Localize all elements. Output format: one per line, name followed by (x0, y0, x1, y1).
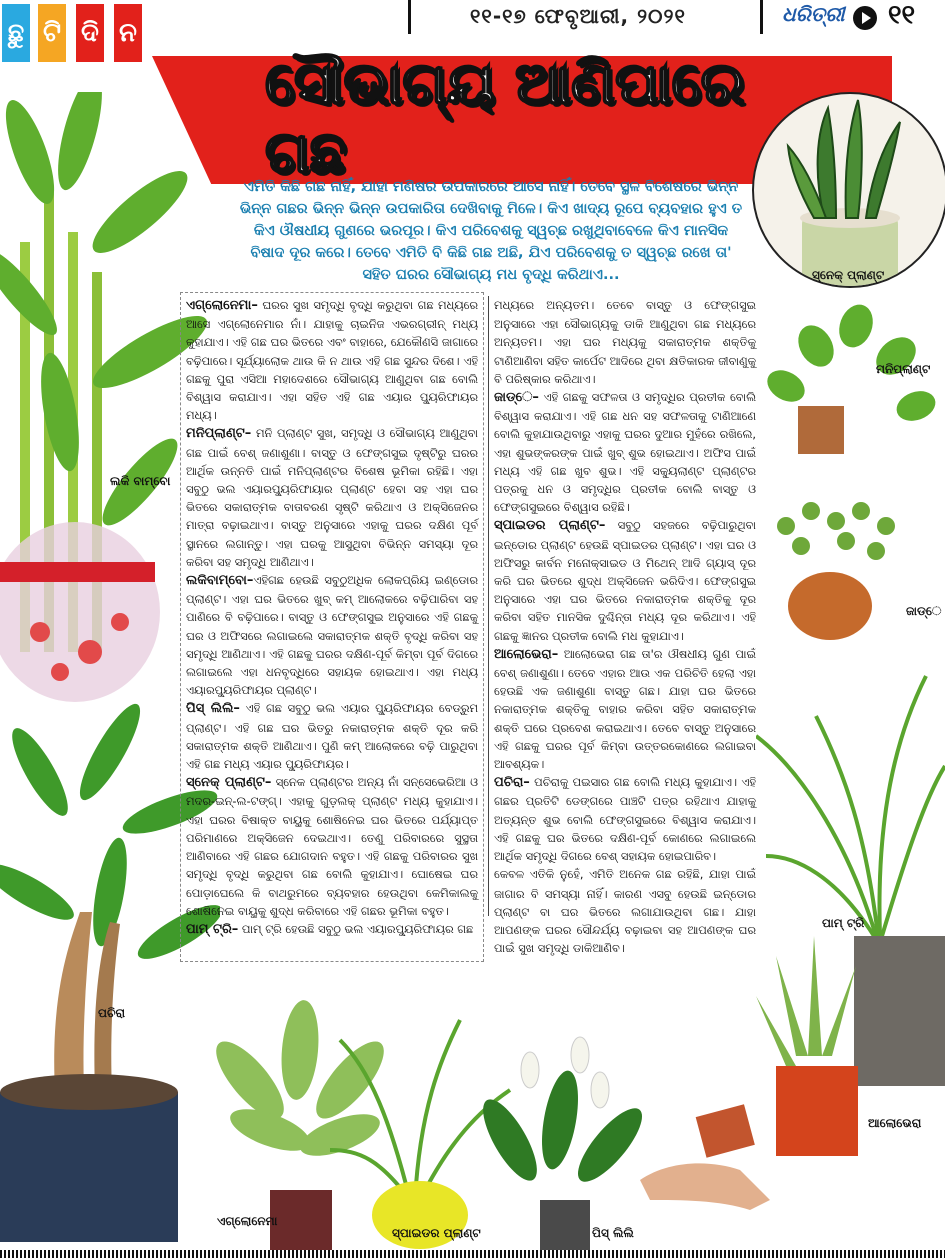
paragraph-snake-plant (186, 773, 478, 920)
issue-date: ୧୧-୧୭ ଫେବୃଆରୀ, ୨୦୨୧ (470, 4, 686, 28)
keyword: ଆଲୋଭେରା– (494, 646, 559, 662)
keyword: ମନିପ୍ଲାଣ୍ଟ– (186, 426, 252, 442)
paragraph-aglaonema (186, 296, 478, 424)
palm-label: ପାମ୍ ଟ୍ରି (822, 916, 865, 930)
keyword: ସ୍ନେକ୍ ପ୍ଲାଣ୍ଟ– (186, 775, 272, 791)
bottom-plants-illustration (210, 960, 770, 1250)
paragraph-palm (186, 920, 478, 939)
section-letter: ଟି (38, 4, 66, 62)
paragraph-text: ମଧ୍ୟରେ ଅନ୍ୟତମ। ତେବେ ବାସ୍ତୁ ଓ ଫେଙ୍ଗସୁଇ ଅନୁସାରେ ଏହା ସୌଭାଗ୍ୟକୁ ଡାକି ଆଣୁଥିବା ଗଛ ମଧ୍ୟରେ ଅନ୍ୟତମ। ଏହା ଘର ମଧ୍ୟକୁ ସକାରାତ୍ମକ ଶକ୍ତିକୁ ଟାଣିଆଣିବା ସହିତ କାର୍ପେଟ ଆଦିରେ ଥିବା କ୍ଷତିକାରକ ଜୀବାଣୁକୁ ବି ପରିଷ୍କାର କରିଥାଏ। (494, 298, 756, 386)
snake-plant-label: ସ୍ନେକ୍ ପ୍ଲାଣ୍ଟ (812, 268, 885, 282)
left-column (186, 296, 478, 939)
pachira-label: ପଚିରା (98, 1006, 126, 1020)
peace-lily-label: ପିସ୍ ଲିଲି (592, 1226, 634, 1240)
paragraph-money-plant (186, 424, 478, 571)
section-letter: ଦି (76, 4, 104, 62)
right-plants-illustration (756, 296, 945, 1156)
brand-logo: ଧରିତ୍ରୀ (782, 2, 845, 26)
aglaonema-label: ଏଗ୍ଲୋନେମା (217, 1214, 278, 1228)
paragraph-aloe (494, 645, 756, 773)
intro-text: ଏମିତି କିଛି ଗଛ ନାହିଁ, ଯାହା ମଣିଷର ଉପକାରରେ ଆସେ ନାହିଁ। ତେବେ ସ୍ଥଳ ବିଶେଷରେ ଭିନ୍ନ ଭିନ୍ନ ଗଛର ଭିନ୍ନ ଭିନ୍ନ ଉପକାରିତା ଦେଖିବାକୁ ମିଳେ। କିଏ ଖାଦ୍ୟ ରୂପେ ବ୍ୟବହାର ହୁଏ ତ କିଏ ଔଷଧୀୟ ଗୁଣରେ ଭରପୂର। କିଏ ପରିବେଶକୁ ସ୍ୱଚ୍ଛ ରଖୁଥିବାବେଳେ କିଏ ମାନସିକ ବିଷାଦ ଦୂର କରେ। ତେବେ ଏମିତି ବି କିଛି ଗଛ ଅଛି, ଯିଏ ପରିବେଶକୁ ତ ସ୍ୱଚ୍ଛ ରଖେ ତା' ସହିତ ଘରର ସୌଭାଗ୍ୟ ମଧ ବୃଦ୍ଧି କରିଥାଏ... (239, 179, 743, 283)
keyword: ଏଗ୍ଲୋନେମା– (186, 298, 258, 313)
paragraph-text: ଆଲୋଭେରା ଗଛ ତା'ର ଔଷଧୀୟ ଗୁଣ ପାଇଁ ବେଶ୍ ଜଣାଶୁଣା। ତେବେ ଏହାର ଆଉ ଏକ ପରିଚିତି ହେଲା ଏହା ହେଉଛି ଏକ ଜଣାଶୁଣା ବାସ୍ତୁ ଗଛ। ଯାହା ଘର ଭିତରେ ନକାରାତ୍ମକ ଶକ୍ତିକୁ ବାହାର କରିବା ସହିତ ସକାରାତ୍ମକ ଶକ୍ତି ଘରେ ପ୍ରବେଶ କରାଇଥାଏ। ତେବେ ବାସ୍ତୁ ଅନୁସାରେ ଏହି ଗଛକୁ ଘରର ପୂର୍ବ କିମ୍ବା ଉତ୍ତରକୋଣରେ ଲଗାଇବା ଆବଶ୍ୟକ। (494, 646, 756, 772)
money-plant-label: ମନିପ୍ଲାଣ୍ଟ (876, 362, 931, 376)
paragraph-pachira (494, 773, 756, 865)
jade-label: ଜାଡ୍େ (906, 604, 942, 618)
paragraph-conclusion (494, 865, 756, 957)
lucky-bamboo-label: ଲକି ବାମ୍ବୋ (110, 474, 171, 488)
keyword: ପଚିରା– (494, 775, 530, 791)
column-divider (488, 296, 489, 916)
bottom-border (0, 1250, 945, 1258)
paragraph-text: ଏହି ଗଛ ସବୁଠୁ ଭଲ ଏୟାର ପ୍ୟୁରିଫାୟର ବେଡ୍ରୁମ ପ୍ଲାଣ୍ଟ। ଏହି ଗଛ ଘର ଭିତରୁ ନକାରାତ୍ମକ ଶକ୍ତି ଦୂର କରି ସକାରାତ୍ମକ ଶକ୍ତି ଆଣିଥାଏ। ପୁଣି କମ୍ ଆଲୋକରେ ବଢ଼ି ପାରୁଥିବା ଏହି ଗଛ ମଧ୍ୟ ଏୟାର ପ୍ୟୁରିଫାୟର। (186, 701, 478, 772)
snake-plant-icon (754, 94, 945, 286)
paragraph-text: ମନି ପ୍ଲାଣ୍ଟ ସୁଖ, ସମୃଦ୍ଧି ଓ ସୌଭାଗ୍ୟ ଆଣୁଥିବା ଗଛ ପାଇଁ ବେଶ୍ ଜଣାଶୁଣା। ବାସ୍ତୁ ଓ ଫେଙ୍ଗସୁଇ ଦୃଷ୍ଟିରୁ ଘରର ଆର୍ଥିକ ଉନ୍ନତି ପାଇଁ ମନିପ୍ଲାଣ୍ଟର ବିଶେଷ ଭୂମିକା ରହିଛି। ଏହା ସବୁଠୁ ଭଲ ଏୟାରପ୍ୟୁରିଫାୟାର ପ୍ଲାଣ୍ଟ ହେବା ସହ ଏହା ଘର ଭିତରେ ସକାରାତ୍ମକ ବାତାବରଣ ସୃଷ୍ଟି କରିଥାଏ ଓ ଅକ୍ସିଜେନର ମାତ୍ରା ବଢ଼ାଇଥାଏ। ବାସ୍ତୁ ଅନୁସାରେ ଏହାକୁ ଘରର ଦକ୍ଷିଣ ପୂର୍ବ ସ୍ଥାନରେ ଲଗାନ୍ତୁ। ଏହା ଘରକୁ ଆସୁଥିବା ବିଭିନ୍ନ ସମସ୍ୟା ଦୂର କରିବା ସହ ସମୃଦ୍ଧି ଆଣିଥାଏ। (186, 426, 478, 569)
spider-plant-label: ସ୍ପାଇଡର ପ୍ଲାଣ୍ଟ (392, 1226, 481, 1240)
right-column (494, 296, 756, 957)
paragraph-text: ପଚିରାକୁ ପଇସାର ଗଛ ବୋଲି ମଧ୍ୟ କୁହାଯାଏ। ଏହି ଗଛର ପ୍ରତିଟି ଡେଙ୍ଗରେ ପାଞ୍ଚଟି ପତ୍ର ରହିଥାଏ ଯାହାକୁ ଅତ୍ୟନ୍ତ ଶୁଭ ବୋଲି ଫେଙ୍ଗସୁଇରେ ବିଶ୍ୱାସ କରାଯାଏ। ଏହି ଗଛକୁ ଘର ଭିତରେ ଦକ୍ଷିଣ-ପୂର୍ବ କୋଣରେ ଲଗାଇଲେ ଆର୍ଥିକ ସମୃଦ୍ଧି ଦିଗରେ ବେଶ୍ ସହାୟକ ହୋଇପାରିବ। (494, 775, 756, 864)
paragraph-jade (494, 388, 756, 516)
headline: ସୌଭାଗ୍ୟ ଆଣିପାରେ ଗଛ (265, 49, 745, 186)
keyword: ଲକିବାମ୍ବୋ– (186, 573, 254, 589)
paragraph-text: ଏହି ଗଛକୁ ସଫଳତା ଓ ସମୃଦ୍ଧିର ପ୍ରତୀକ ବୋଲି ବିଶ୍ୱାସ କରାଯାଏ। ଏହି ଗଛ ଧନ ସହ ସଫଳତାକୁ ଟାଣିଆଣେ ବୋଲି କୁହାଯାଉଥିବାରୁ ଏହାକୁ ଘରର ଦୁଆର ମୁହଁରେ ରଖିଲେ, ଏହା ଶୁଭଙ୍କରଙ୍କ ପାଇଁ ଖୁବ୍ ଶୁଭ ହୋଇଥାଏ। ଅଫିସ ପାଇଁ ମଧ୍ୟ ଏହି ଗଛ ଖୁବ ଶୁଭ। ଏହି ସକ୍ୟୁଲାଣ୍ଟ ପ୍ଲାଣ୍ଟର ପତ୍ରକୁ ଧନ ଓ ସମୃଦ୍ଧିର ପ୍ରତୀକ ବୋଲି ବାସ୍ତୁ ଓ ଫେଙ୍ଗସୁଇରେ ବିଶ୍ୱାସ ରହିଛି। (494, 390, 756, 515)
paragraph-text: ସ୍ନେକ ପ୍ଲାଣ୍ଟର ଅନ୍ୟ ନାଁ ସନ୍‌ସେଭେରିଆ ଓ ମଦର-ଇନ୍-ଲ-ଟଙ୍ଗ୍। ଏହାକୁ ଗୁଡ଼ଲକ୍ ପ୍ଲାଣ୍ଟ ମଧ୍ୟ କୁହାଯାଏ। ଏହା ଘରର ବିଷାକ୍ତ ବାୟୁକୁ ଶୋଷିନେଇ ଘର ଭିତରେ ପର୍ଯ୍ୟାପ୍ତ ପରିମାଣରେ ଅକ୍ସିଜେନ ଦେଇଥାଏ। ତେଣୁ ପରିବାରରେ ସୁସ୍ଥତା ଆଣିବାରେ ଏହି ଗଛର ଯୋଗଦାନ ବହୁତ। ଏହି ଗଛକୁ ପରିବାରର ସୁଖ ସମୃଦ୍ଧି ବୃଦ୍ଧି କରୁଥିବା ଗଛ ବୋଲି କୁହାଯାଏ। ଘୋଷେଇ ଘର ପୋଡ଼ାଘେଲେ କି ବାଥରୁମରେ ବ୍ୟବହାର ହେଉଥିବା କେମିକାଲକୁ ଶୋଷିନେଇ ବାୟୁକୁ ଶୁଦ୍ଧ କରିବାରେ ଏହି ଗଛର ଭୂମିକା ବହୁତ। (186, 775, 478, 918)
keyword: ପିସ୍ ଲିଲି– (186, 701, 240, 717)
paragraph-peace-lily (186, 699, 478, 773)
aloe-label: ଆଲୋଭେରା (868, 1116, 922, 1130)
page-number: ୧୧ (888, 0, 916, 30)
section-letter: ନ (114, 4, 142, 62)
section-letter: ଛୁ (2, 4, 30, 62)
header-divider (408, 0, 411, 34)
keyword: ଜାଡ୍େ– (494, 390, 539, 406)
paragraph-spider-plant (494, 516, 756, 644)
keyword: ପାମ୍ ଟ୍ରି– (186, 921, 239, 937)
snake-plant-photo (752, 92, 945, 288)
header-divider (760, 0, 763, 34)
paragraph-text: ପାମ୍ ଟ୍ରି ହେଉଛି ସବୁଠୁ ଭଲ ଏୟାରପ୍ୟୁରିଫାୟର ଗଛ (238, 921, 474, 936)
paragraph-palm-cont (494, 296, 756, 388)
paragraph-text: ସବୁଠୁ ସହଜରେ ବଢ଼ିପାରୁଥିବା ଇନ୍‌ଡୋର ପ୍ଲାଣ୍ଟ ହେଉଛି ସ୍ପାଇଡର ପ୍ଲାଣ୍ଟ। ଏହା ଘର ଓ ଅଫିସରୁ କାର୍ବନ ମନୋକ୍ସାଇଡ ଓ ମିଥେନ୍ ଆଦି ଗ୍ୟାସ୍ ଦୂର କରି ଘର ଭିତରେ ଶୁଦ୍ଧ ଅକ୍ସିଜେନ ଭରିଦିଏ। ଫେଙ୍ଗସୁଇ ଅନୁସାରେ ଏହା ଘର ଭିତରେ ନକାରାତ୍ମକ ଶକ୍ତିକୁ ଦୂର କରିବା ସହିତ ମାନସିକ ଦୁଶ୍ଚିନ୍ତା ମଧ୍ୟ ଦୂର କରିଥାଏ। ଏହି ଗଛକୁ ଜ୍ଞାନର ପ୍ରତୀକ ବୋଲି ମଧ କୁହାଯାଏ। (494, 518, 756, 643)
paragraph-text: କେବଳ ଏତିକି ନୁହେଁ, ଏମିତି ଅନେକ ଗଛ ରହିଛି, ଯାହା ପାଇଁ ଜାଗାର ବି ସମସ୍ୟା ନାହିଁ। କାରଣ ଏସବୁ ହେଉଛି ଇନ୍‌ଡୋର ପ୍ଲାଣ୍ଟ ବା ଘର ଭିତରେ ଲଗାଯାଉଥିବା ଗଛ। ଯାହା ଆପଣଙ୍କ ଘରର ସୌନ୍ଦର୍ଯ୍ୟ ବଢ଼ାଇବା ସହ ଆପଣଙ୍କ ଘର ପାଇଁ ସୁଖ ସମୃଦ୍ଧି ଡାକିଆଣିବ। (494, 867, 756, 956)
paragraph-text: ଘରର ସୁଖ ସମୃଦ୍ଧି ବୃଦ୍ଧି କରୁଥିବା ଗଛ ମଧ୍ୟରେ ଆସେ ଏଗ୍ଲୋନେମାର ନାଁ। ଯାହାକୁ ଚାଇନିଜ ଏଭରଗ୍ରୀନ୍ ମଧ୍ୟ କୁହାଯାଏ। ଏହି ଗଛ ଘର ଭିତରେ ଏବଂ ବାହାରେ, ଯେକୌଣସି ଜାଗାରେ ବଢ଼ିପାରେ। ସୂର୍ଯ୍ୟାଲୋକ ଥାଉ କି ନ ଥାଉ ଏହି ଗଛ ସୁନ୍ଦର ଦିଶେ। ଏହି ଗଛକୁ ପୁରା ଏସିଆ ମହାଦେଶରେ ସୌଭାଗ୍ୟ ଆଣୁଥିବା ଗଛ ବୋଲି ବିଶ୍ୱାସ କରାଯାଏ। ଏହା ସହିତ ଏହି ଗଛ ଏୟାର ପ୍ୟୁରିଫାୟର ମଧ୍ୟ। (186, 298, 478, 423)
keyword: ସ୍ପାଇଡର ପ୍ଲାଣ୍ଟ– (494, 518, 606, 534)
paragraph-text: ଏହିଗଛ ହେଉଛି ସବୁଠୁଅଧିକ ଲୋକପ୍ରିୟ ଇଣ୍ଡୋର ପ୍ଲାଣ୍ଟ। ଏହା ଘର ଭିତରେ ଖୁବ୍ କମ୍ ଆଲୋକରେ ବଢ଼ିପାରିବା ସହ ପାଣିରେ ବି ବଢ଼ିପାରେ। ବାସ୍ତୁ ଓ ଫେଙ୍ଗସୁଇ ଅନୁସାରେ ଏହି ଗଛକୁ ଘର ଓ ଅଫିସରେ ଲଗାଇଲେ ସକାରାତ୍ମକ ଶକ୍ତି ବୃଦ୍ଧି କରିବା ସହ ସମୃଦ୍ଧି ଆଣିଥାଏ। ଏହି ଗଛକୁ ଘରର ଦକ୍ଷିଣ-ପୂର୍ବ କିମ୍ବା ପୂର୍ବ ଦିଗରେ ଲଗାଇଲେ ଏହା ଧନବୃଦ୍ଧିରେ ସହାୟକ ହୋଇଥାଏ। ଏହା ମଧ୍ୟ ଏୟାରପ୍ୟୁରିଫାୟର ପ୍ଲାଣ୍ଟ। (186, 573, 478, 698)
paragraph-lucky-bamboo (186, 571, 478, 699)
play-icon (853, 6, 877, 30)
